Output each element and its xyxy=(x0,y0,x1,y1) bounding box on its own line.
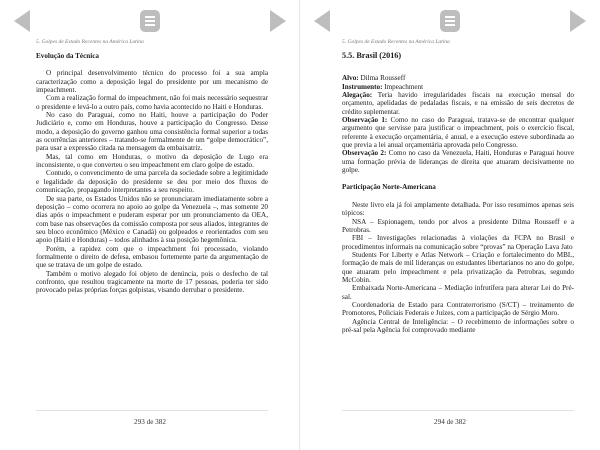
paragraph: Também o motivo alegado foi objeto de denúncia, pois o desfecho de tal confronto, que resultou tragicamente na morte de 17 pessoas, poderia ter sido provocado pelas próprias forças golpistas, visando derrubar o presidente. xyxy=(36,269,268,295)
left-nav-bar xyxy=(0,10,300,32)
previous-page-icon[interactable] xyxy=(14,10,30,32)
previous-page-icon[interactable] xyxy=(314,10,330,32)
running-head: 5. Golpes de Estado Recentes na América Latina xyxy=(342,39,450,45)
footer-rule xyxy=(342,410,574,411)
paragraph: Students For Liberty e Atlas Network – Criação e fortalecimento do MBL, formação de mais de mil lideranças ou estudantes libertarianos no ano do golpe, que atuaram pelo impeachment e pela privatização da Petrobras, segundo McCobin. xyxy=(342,250,574,284)
menu-icon[interactable] xyxy=(140,10,160,32)
section-heading: Participação Norte-Americana xyxy=(342,183,436,192)
right-page xyxy=(300,0,600,450)
fact-label: Alegação: xyxy=(342,91,373,100)
paragraph: Coordenadoria de Estado para Contraterrorismo (S/CT) – treinamento de Promotores, Policiais Federais e Juízes, com a participação de Sérgio Moro. xyxy=(342,300,574,318)
menu-icon[interactable] xyxy=(440,10,460,32)
fact-label: Alvo: xyxy=(342,74,359,83)
fact-text: Dilma Rousseff xyxy=(358,74,406,83)
paragraph: No caso do Paraguai, como no Haiti, houve a participação do Poder Judiciário e, como em Honduras, houve a participação do Congresso. Desse modo, a deposição do governo ganhou uma consistência formal superior a todas as ocorrências anteriores – tratando-se formalmente de um “golpe democrático”, para usar a expressão citada na mensagem da embaixatriz. xyxy=(36,111,268,153)
fact-line xyxy=(342,149,574,174)
paragraph: De sua parte, os Estados Unidos não se pronunciaram imediatamente sobre a deposição – como ocorrera no apoio ao golpe da Venezuela –, mas somente 20 dias após o impeachment e puderam esperar por um pronunciamento da OEA, com base nas observações da comissão composta por seus aliados, integrantes de seu bloco econômico (México e Canadá) ou golpeados e reorientados com seu apoio (Haiti e Honduras) – todos alinhados à sua posição hegemônica. xyxy=(36,194,268,245)
paragraph: FBI – Investigações relacionadas à violações da FCPA no Brasil e procedimentos informais na comunicação sobre “provas” na Operação Lava Jato xyxy=(342,234,574,251)
fact-label: Observação 1: xyxy=(342,116,388,125)
fact-text: Como no caso do Paraguai, tratava-se de encontrar qualquer argumento que servisse para justificar o impeachment, pois o exercício fiscal, referente à execução orçamentária, é anual, e a execução esteve subordinada ao que previa a lei anual orçamentária aprovada pelo Congresso. xyxy=(342,116,574,150)
paragraph: Neste livro ela já foi amplamente detalhada. Por isso resumimos apenas seis tópicos: xyxy=(342,200,574,218)
paragraph: Contudo, o convencimento de uma parcela da sociedade sobre a legitimidade e legalidade da deposição do presidente se deu por meio dos fluxos de comunicação, propagando interpretantes a seu respeito. xyxy=(36,169,268,195)
section-heading: Evolução da Técnica xyxy=(36,52,99,60)
paragraph: Embaixada Norte-Americana – Mediação infrutífera para alterar Lei do Pré-sal. xyxy=(342,284,574,301)
fact-line xyxy=(342,116,574,149)
right-page-body xyxy=(342,52,574,334)
paragraph: Com a realização formal do impeachment, não foi mais necessário sequestrar o presidente e levá-lo a outro país, como havia acontecido no Haiti e Honduras. xyxy=(36,94,268,111)
fact-text: Teria havido irregularidades fiscais na execução mensal do orçamento, apelidadas de pedaladas fiscais, e na emissão de seis decretos de crédito suplementar. xyxy=(342,91,574,116)
paragraph: O principal desenvolvimento técnico do processo foi a sua ampla caracterização como a deposição legal do presidente por um mecanismo de impeachment. xyxy=(36,69,268,95)
left-page-body xyxy=(36,52,268,295)
fact-label: Instrumento: xyxy=(342,82,383,91)
right-nav-bar xyxy=(300,10,600,32)
fact-text: Impeachment xyxy=(382,82,424,91)
next-page-icon[interactable] xyxy=(270,10,286,32)
paragraph: NSA – Espionagem, tendo por alvos a presidente Dilma Rousseff e a Petrobras. xyxy=(342,217,574,234)
fact-line xyxy=(342,91,574,116)
paragraph: Mas, tal como em Honduras, o motivo da deposição de Lugo era inconsistente, o que converteu o seu impeachment em claro golpe de estado. xyxy=(36,152,268,170)
page-number: 293 de 382 xyxy=(134,418,166,426)
next-page-icon[interactable] xyxy=(570,10,586,32)
paragraph: Porém, a rapidez com que o impeachment foi processado, violando formalmente o direito de defesa, embasou fortemente parte da argumentação de que se tratava de um golpe de estado. xyxy=(36,244,268,270)
fact-line xyxy=(342,74,574,82)
fact-label: Observação 2: xyxy=(342,149,387,158)
page-number: 294 de 382 xyxy=(434,418,466,426)
fact-text: Como no caso da Venezuela, Haiti, Honduras e Paraguai houve uma formação prévia de lideranças de direita que atuaram decisivamente no golpe. xyxy=(342,149,574,175)
paragraph: Agência Central de Inteligência: – O recebimento de informações sobre o pré-sal pela Agência foi comprovado mediante xyxy=(342,317,574,334)
section-title: 5.5. Brasil (2016) xyxy=(342,51,402,60)
running-head: 5. Golpes de Estado Recentes na América Latina xyxy=(36,39,144,45)
fact-line xyxy=(342,83,574,91)
footer-rule xyxy=(36,410,268,411)
